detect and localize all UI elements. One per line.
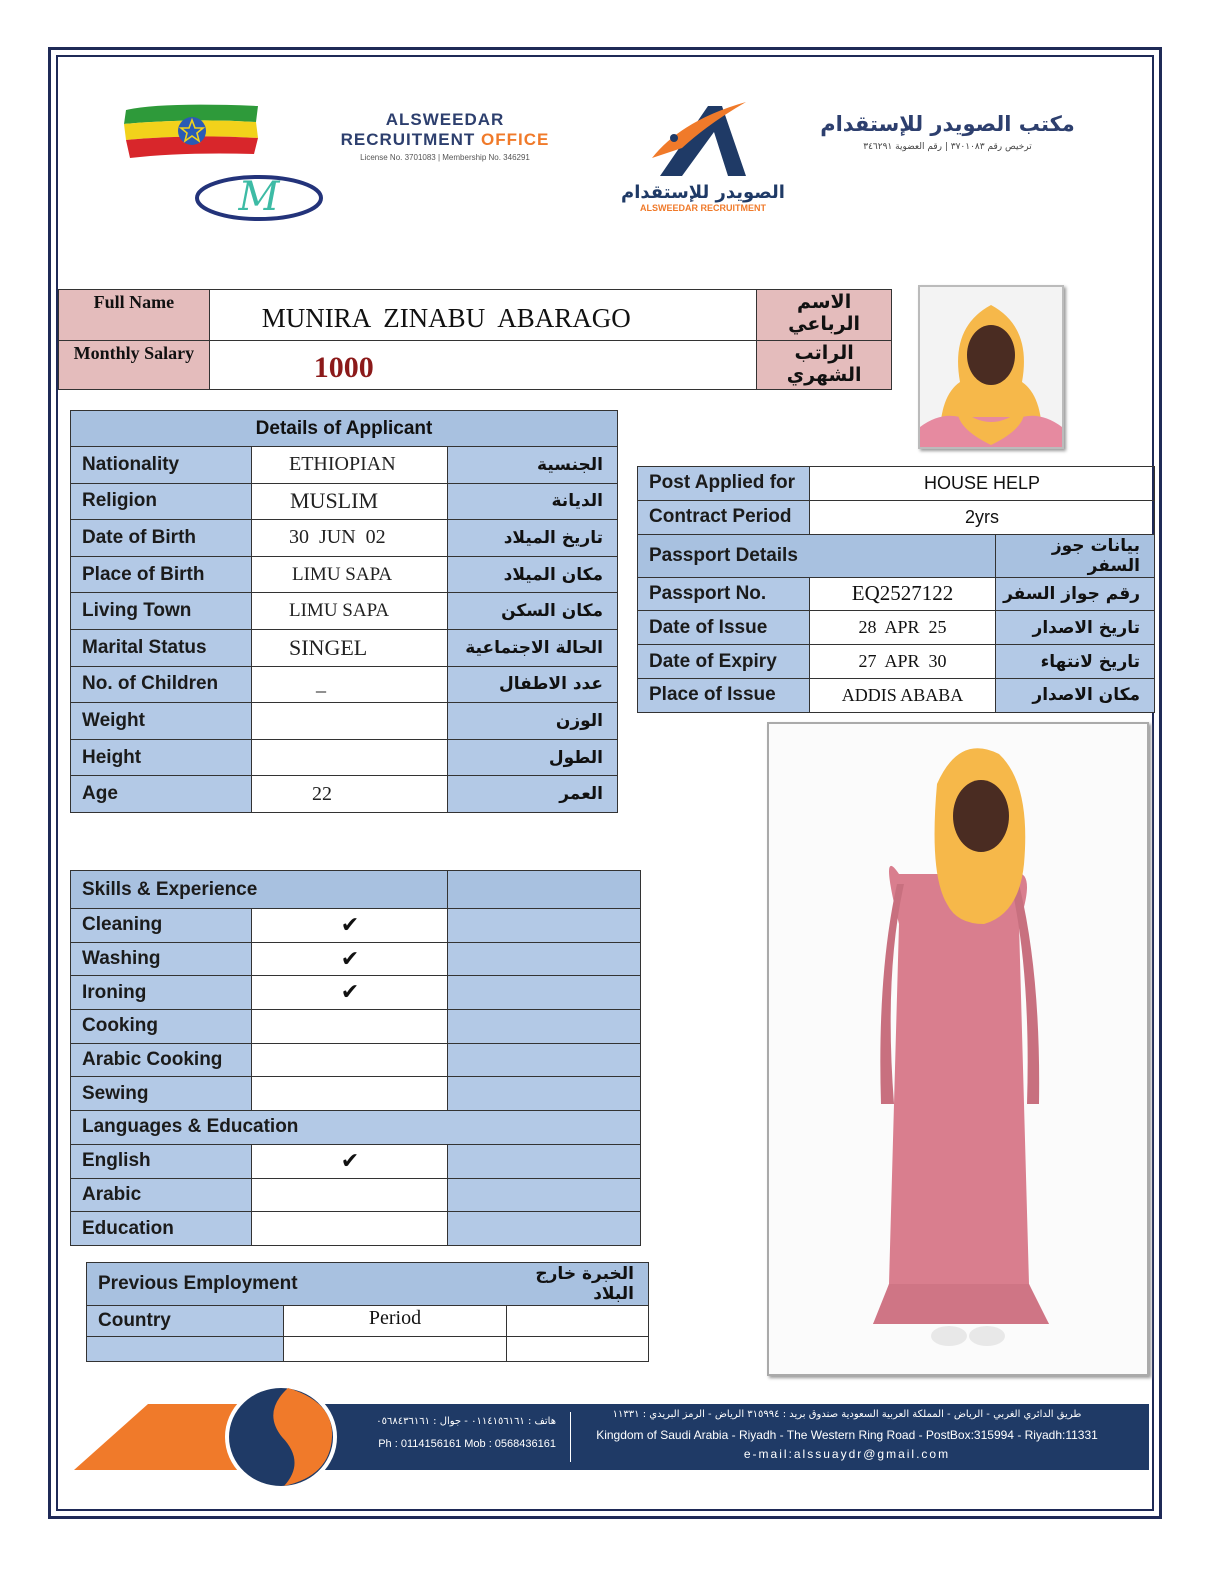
details-label: Age: [71, 776, 252, 813]
details-label: Living Town: [71, 593, 252, 630]
full-name-label: Full Name: [59, 290, 210, 341]
passport-label: Date of Expiry: [638, 645, 810, 679]
right-title-ar: مكتب الصويدر للإستقدام: [820, 112, 1075, 136]
post-passport-table: [637, 466, 1155, 713]
skills-title-extra: [448, 871, 641, 909]
details-label: Date of Birth: [71, 520, 252, 557]
passport-row: [638, 678, 1155, 712]
details-row: [71, 520, 618, 557]
skill-label: Cleaning: [71, 909, 252, 943]
skill-check: [252, 1043, 448, 1077]
details-ar: الحالة الاجتماعية: [448, 629, 618, 666]
passport-value: ADDIS ABABA: [810, 678, 996, 712]
details-ar: الطول: [448, 739, 618, 776]
details-ar: تاريخ الميلاد: [448, 520, 618, 557]
details-label: No. of Children: [71, 666, 252, 703]
employment-period-cell: [284, 1337, 507, 1362]
language-check: [252, 1178, 448, 1212]
details-ar: الوزن: [448, 703, 618, 740]
passport-ar: تاريخ الاصدار: [996, 611, 1155, 645]
right-sub-ar: ترخيص رقم ٣٧٠١٠٨٣ | رقم العضوية ٣٤٦٢٩١: [863, 142, 1032, 152]
passport-row: [638, 577, 1155, 611]
right-title-logo: [820, 112, 1075, 172]
passport-label: Place of Issue: [638, 678, 810, 712]
details-label: Marital Status: [71, 629, 252, 666]
skill-extra: [448, 976, 641, 1010]
passport-value: EQ2527122: [810, 577, 996, 611]
brand-line1: ALSWEEDAR: [385, 110, 505, 129]
skill-row: [71, 976, 641, 1010]
details-ar: مكان الميلاد: [448, 556, 618, 593]
details-label: Place of Birth: [71, 556, 252, 593]
skill-check: [252, 1010, 448, 1044]
post-value: HOUSE HELP: [810, 467, 1155, 501]
language-label: Arabic: [71, 1178, 252, 1212]
language-check: [252, 1212, 448, 1246]
footer-circle-logo: [222, 1382, 340, 1492]
skill-check: ✔: [252, 942, 448, 976]
details-row: [71, 483, 618, 520]
skill-label: Ironing: [71, 976, 252, 1010]
period-label: Period: [284, 1306, 507, 1337]
footer-phone-ar: هاتف : ٠١١٤١٥٦١٦١ - جوال : ٠٥٦٨٤٣٦١٦١: [376, 1416, 556, 1427]
details-ar: العمر: [448, 776, 618, 813]
skill-extra: [448, 1010, 641, 1044]
employment-country-cell: [87, 1337, 284, 1362]
skill-label: Arabic Cooking: [71, 1043, 252, 1077]
skill-extra: [448, 909, 641, 943]
details-row: [71, 556, 618, 593]
skills-table: [70, 870, 641, 1246]
passport-header: Passport Details: [638, 534, 996, 577]
details-value: _: [252, 666, 448, 703]
language-extra: [448, 1178, 641, 1212]
details-value: SINGEL: [252, 629, 448, 666]
details-value: [252, 703, 448, 740]
details-label: Nationality: [71, 447, 252, 484]
applicant-headshot: [918, 285, 1064, 449]
skill-check: ✔: [252, 909, 448, 943]
m-logo: [193, 170, 325, 224]
language-row: [71, 1178, 641, 1212]
details-value: [252, 739, 448, 776]
footer-address-ar: طريق الدائري الغربي - الرياض - المملكة العربية السعودية صندوق بريد : ٣١٥٩٩٤ الرياض - الرمز البريدي : ١١٣٣١: [612, 1409, 1082, 1420]
details-ar: عدد الاطفال: [448, 666, 618, 703]
details-ar: مكان السكن: [448, 593, 618, 630]
passport-row: [638, 645, 1155, 679]
language-extra: [448, 1144, 641, 1178]
country-label: Country: [87, 1306, 284, 1337]
details-ar: الديانة: [448, 483, 618, 520]
brand-line2a: RECRUITMENT: [340, 130, 476, 149]
skill-row: [71, 909, 641, 943]
alsweedar-en-logo: [330, 110, 560, 180]
details-row: [71, 703, 618, 740]
salary-ar: الراتب الشهري: [757, 341, 892, 390]
passport-value: 27 APR 30: [810, 645, 996, 679]
employment-extra-cell: [507, 1337, 649, 1362]
skills-title: Skills & Experience: [71, 871, 448, 909]
language-label: English: [71, 1144, 252, 1178]
employment-extra: [507, 1306, 649, 1337]
language-check: ✔: [252, 1144, 448, 1178]
contract-value: 2yrs: [810, 500, 1155, 534]
passport-header-ar: بيانات جوز السفر: [996, 534, 1155, 577]
details-label: Weight: [71, 703, 252, 740]
details-value: 22: [252, 776, 448, 813]
details-ar: الجنسية: [448, 447, 618, 484]
ethiopia-flag-logo: [122, 100, 262, 160]
details-value: 30 JUN 02: [252, 520, 448, 557]
salary-label: Monthly Salary: [59, 341, 210, 390]
details-row: [71, 629, 618, 666]
skill-label: Washing: [71, 942, 252, 976]
details-label: Religion: [71, 483, 252, 520]
brand-line2b: OFFICE: [481, 130, 550, 149]
skill-extra: [448, 1077, 641, 1111]
skill-check: [252, 1077, 448, 1111]
language-extra: [448, 1212, 641, 1246]
languages-title: Languages & Education: [71, 1111, 641, 1145]
details-row: [71, 776, 618, 813]
details-value: MUSLIM: [252, 483, 448, 520]
passport-ar: مكان الاصدار: [996, 678, 1155, 712]
details-row: [71, 447, 618, 484]
contract-label: Contract Period: [638, 500, 810, 534]
details-value: LIMU SAPA: [252, 556, 448, 593]
language-row: [71, 1212, 641, 1246]
details-row: [71, 739, 618, 776]
employment-title: Previous Employment: [87, 1263, 507, 1306]
passport-ar: رقم جواز السفر: [996, 577, 1155, 611]
skill-check: ✔: [252, 976, 448, 1010]
employment-title-ar: الخبرة خارج البلاد: [507, 1263, 649, 1306]
skill-row: [71, 942, 641, 976]
skill-row: [71, 1010, 641, 1044]
center-logo-en: ALSWEEDAR RECRUITMENT: [640, 203, 766, 213]
passport-ar: تاريخ لانتهاء: [996, 645, 1155, 679]
footer-address-en: Kingdom of Saudi Arabia - Riyadh - The Western Ring Road - PostBox:315994 - Riyadh:11331: [596, 1428, 1098, 1442]
details-value: ETHIOPIAN: [252, 447, 448, 484]
details-table: [70, 410, 618, 813]
skill-label: Sewing: [71, 1077, 252, 1111]
skill-label: Cooking: [71, 1010, 252, 1044]
details-label: Height: [71, 739, 252, 776]
details-title: Details of Applicant: [71, 411, 618, 447]
m-logo-letter: M: [238, 174, 280, 220]
passport-row: [638, 611, 1155, 645]
skill-extra: [448, 942, 641, 976]
skill-row: [71, 1077, 641, 1111]
passport-label: Passport No.: [638, 577, 810, 611]
skill-extra: [448, 1043, 641, 1077]
applicant-full-photo: [767, 722, 1149, 1376]
footer-phone-en: Ph : 0114156161 Mob : 0568436161: [378, 1438, 556, 1450]
center-logo: [612, 100, 794, 220]
salary-value: 1000: [209, 341, 757, 390]
full-name-value: MUNIRA ZINABU ABARAGO: [209, 290, 757, 341]
name-salary-table: [58, 289, 892, 390]
license-line: License No. 3701083 | Membership No. 346291: [360, 153, 530, 162]
details-row: [71, 593, 618, 630]
footer-divider: [570, 1412, 571, 1462]
passport-value: 28 APR 25: [810, 611, 996, 645]
post-label: Post Applied for: [638, 467, 810, 501]
details-value: LIMU SAPA: [252, 593, 448, 630]
details-row: [71, 666, 618, 703]
full-name-ar: الاسم الرباعي: [757, 290, 892, 341]
language-row: [71, 1144, 641, 1178]
language-label: Education: [71, 1212, 252, 1246]
footer-email: e-mail:alssuaydr@gmail.com: [743, 1447, 951, 1461]
employment-table: [86, 1262, 649, 1362]
passport-label: Date of Issue: [638, 611, 810, 645]
center-logo-ar: الصويدر للإستقدام: [621, 182, 785, 203]
skill-row: [71, 1043, 641, 1077]
